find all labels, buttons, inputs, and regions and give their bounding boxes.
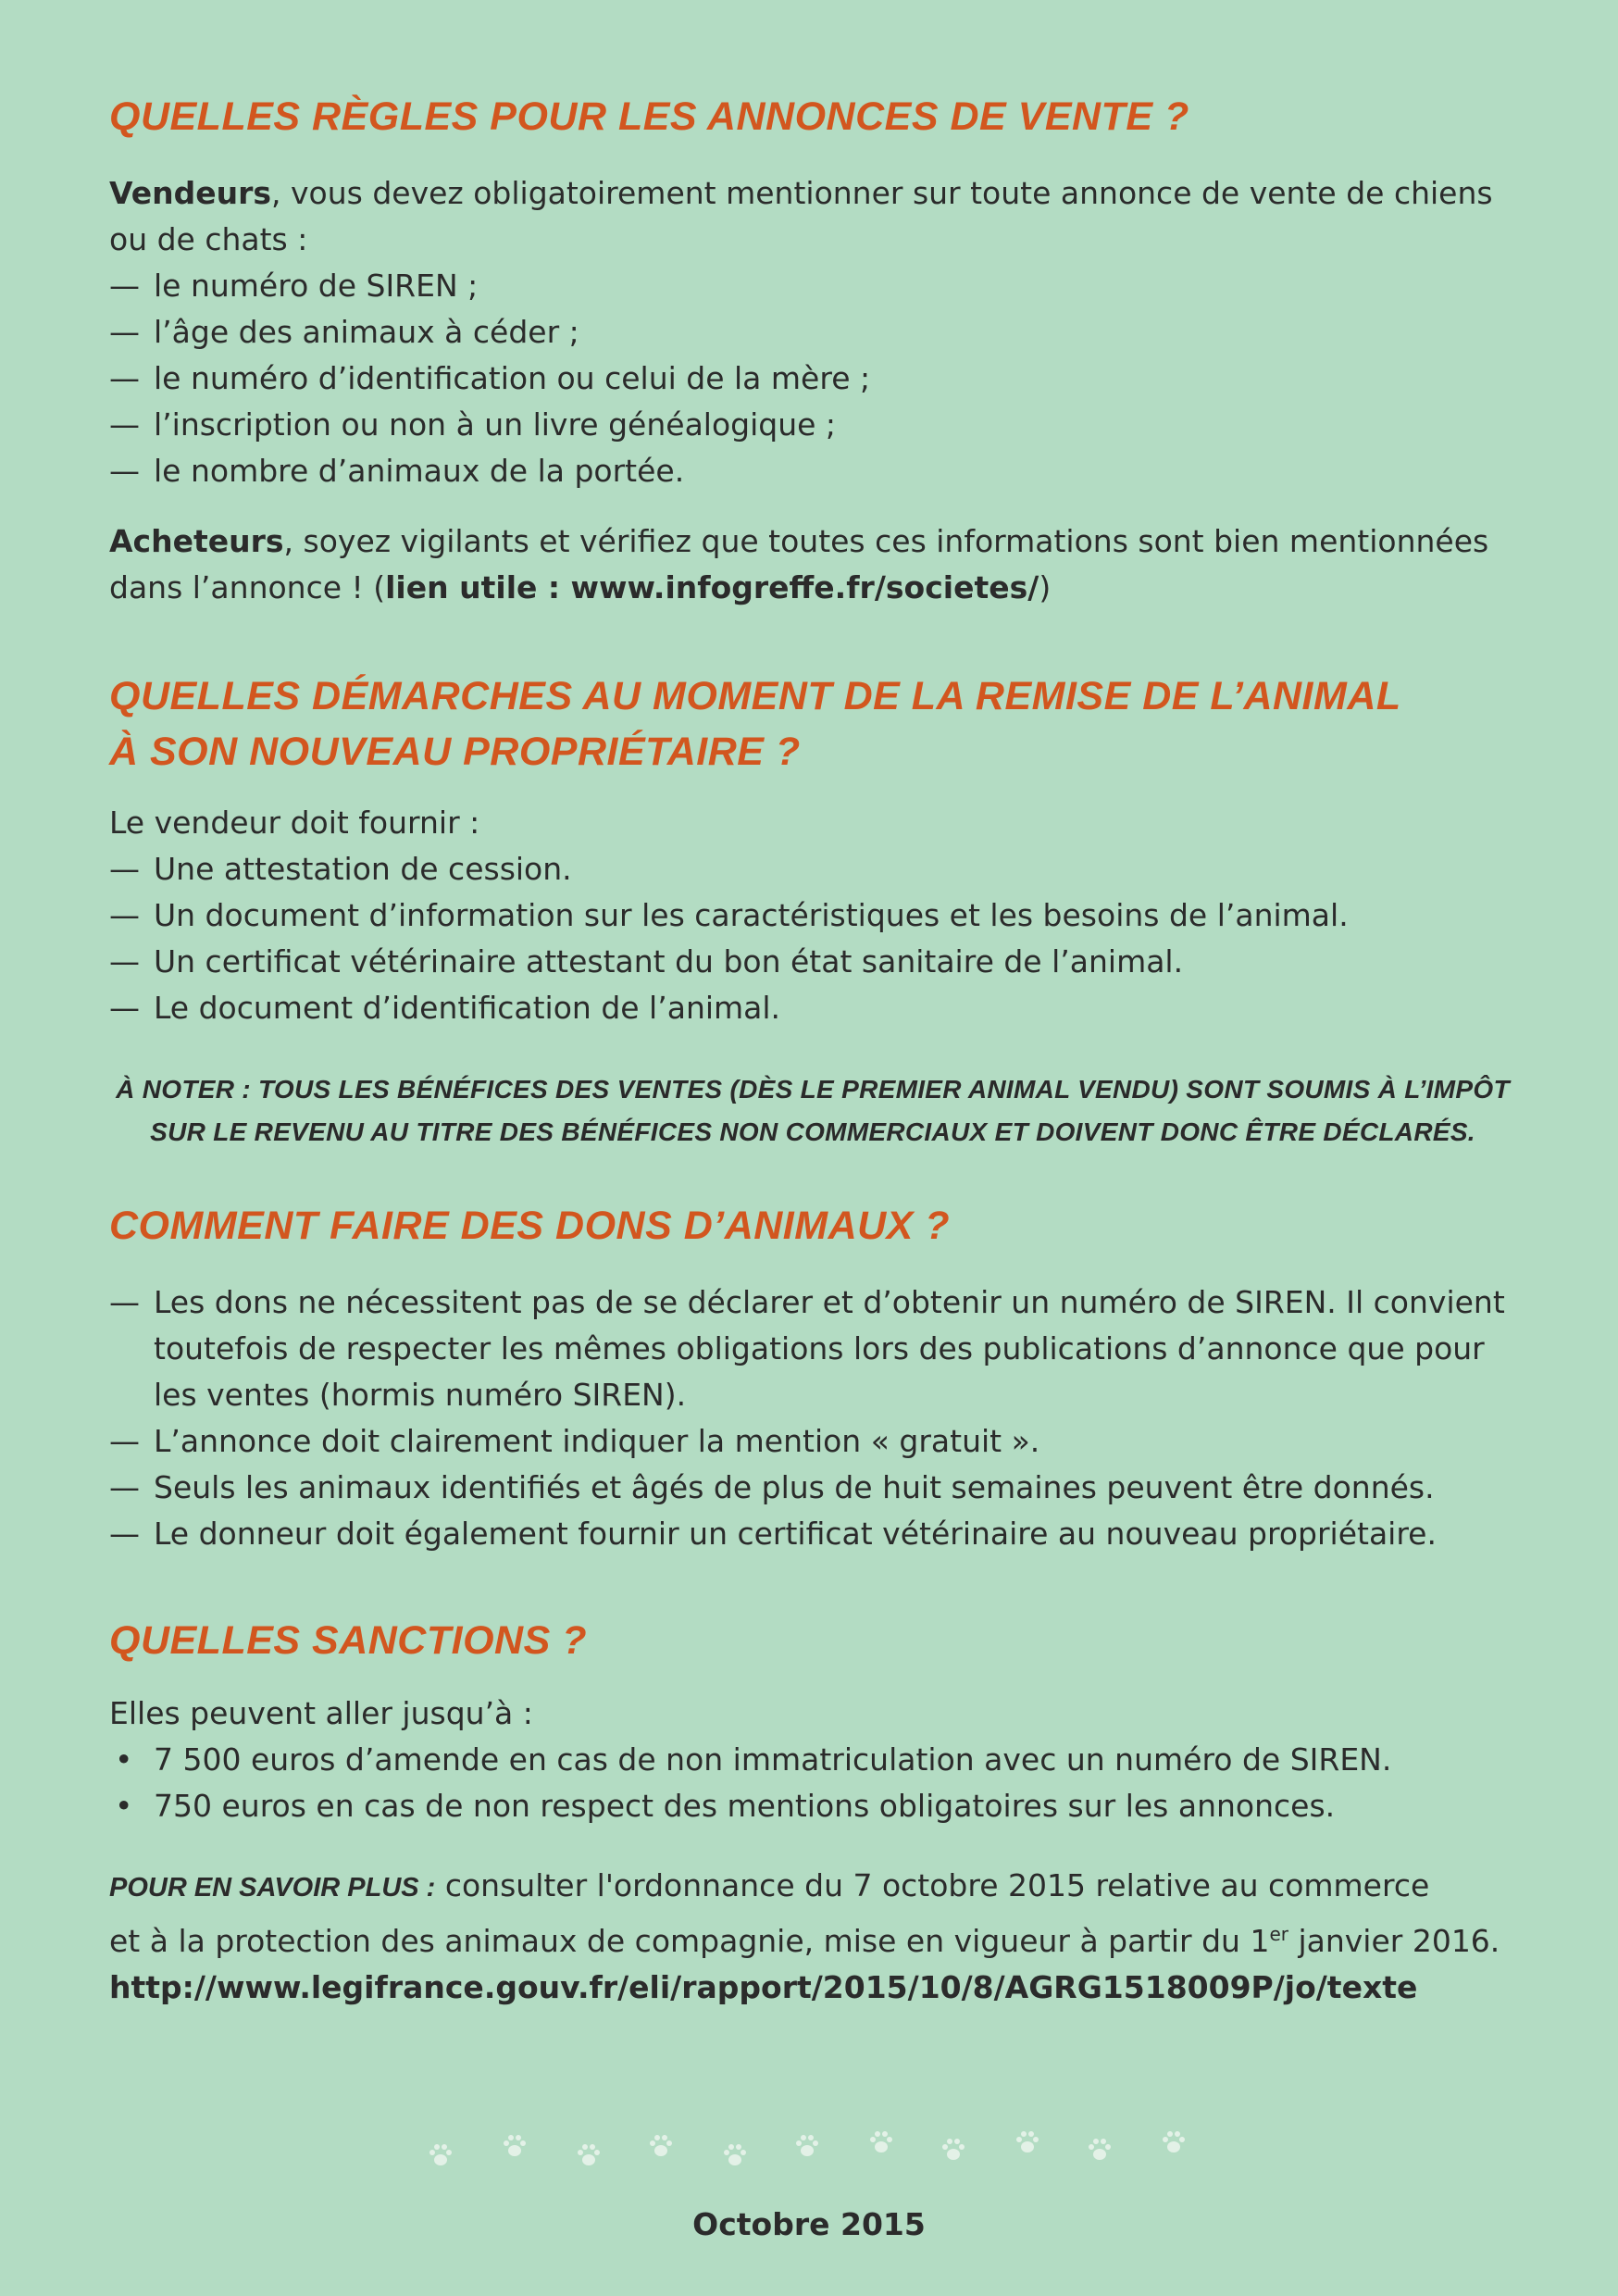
heading-sales-rules: QUELLES RÈGLES POUR LES ANNONCES DE VENTE ? — [109, 94, 1189, 139]
paw-icon — [939, 2135, 968, 2165]
list-item: — Le donneur doit également fournir un certificat vétérinaire au nouveau propriétaire. — [109, 1511, 1516, 1557]
tax-note — [109, 1068, 1516, 1154]
paw-icon — [1159, 2128, 1189, 2157]
paw-icon — [500, 2131, 529, 2161]
list-item: — Une attestation de cession. — [109, 846, 1516, 892]
sanctions-list — [109, 1737, 1516, 1829]
list-item: — Un document d’information sur les caractéristiques et les besoins de l’animal. — [109, 892, 1516, 939]
list-item: — le numéro de SIREN ; — [109, 263, 1516, 309]
paw-print-decoration — [426, 2128, 1203, 2174]
paw-icon — [1085, 2135, 1114, 2165]
paw-icon — [574, 2140, 604, 2170]
buyers-label: Acheteurs — [109, 523, 284, 559]
sellers-label: Vendeurs — [109, 175, 272, 211]
list-item: — Les dons ne nécessitent pas de se déclarer et d’obtenir un numéro de SIREN. Il convient toutefois de respecter les mêmes obligations lors des publications d’annonce que pour les ventes (hormis numéro SIREN). — [109, 1279, 1516, 1418]
list-item: — Seuls les animaux identifiés et âgés de plus de huit semaines peuvent être donnés. — [109, 1465, 1516, 1511]
sales-requirements-list — [109, 263, 1516, 494]
tax-note-line: SUR LE REVENU AU TITRE DES BÉNÉFICES NON COMMERCIAUX ET DOIVENT DONC ÊTRE DÉCLARÉS. — [150, 1117, 1475, 1146]
infogreffe-link[interactable]: lien utile : www.infogreffe.fr/societes/ — [385, 569, 1039, 605]
learn-more-label: POUR EN SAVOIR PLUS : — [109, 1873, 436, 1903]
superscript: er — [1269, 1923, 1288, 1945]
sellers-paragraph — [109, 170, 1516, 263]
paw-icon — [720, 2140, 750, 2170]
heading-donations: COMMENT FAIRE DES DONS D’ANIMAUX ? — [109, 1204, 951, 1248]
learn-more — [109, 1863, 1516, 2011]
learn-more-text: janvier 2016. — [1288, 1923, 1500, 1959]
buyers-text: , soyez vigilants et vérifiez que toutes ces informations sont bien mentionnées dans l’annonce ! ( — [109, 523, 1489, 605]
sellers-text: , vous devez obligatoirement mentionner sur toute annonce de vente de chiens ou de chats : — [109, 175, 1493, 257]
paw-icon — [426, 2140, 455, 2170]
heading-line: À SON NOUVEAU PROPRIÉTAIRE ? — [109, 730, 801, 774]
buyers-text-end: ) — [1039, 569, 1052, 605]
tax-note-line: À NOTER : TOUS LES BÉNÉFICES DES VENTES (DÈS LE PREMIER ANIMAL VENDU) SONT SOUMIS À L’IMPÔT — [116, 1075, 1510, 1104]
heading-line: QUELLES DÉMARCHES AU MOMENT DE LA REMISE DE L’ANIMAL — [109, 674, 1401, 718]
buyers-paragraph — [109, 518, 1516, 611]
learn-more-text: consulter l'ordonnance du 7 octobre 2015 relative au commerce — [435, 1867, 1430, 1903]
list-item: • 750 euros en cas de non respect des mentions obligatoires sur les annonces. — [109, 1783, 1516, 1829]
document-body — [109, 89, 1516, 2011]
list-item: — le nombre d’animaux de la portée. — [109, 448, 1516, 494]
list-item: — le numéro d’identification ou celui de la mère ; — [109, 356, 1516, 402]
paw-icon — [866, 2128, 896, 2157]
legifrance-link[interactable]: http://www.legifrance.gouv.fr/eli/rapport/2015/10/8/AGRG1518009P/jo/texte — [109, 1969, 1418, 2005]
list-item: — Un certificat vétérinaire attestant du bon état sanitaire de l’animal. — [109, 939, 1516, 985]
paw-icon — [1013, 2128, 1042, 2157]
handover-documents-list — [109, 846, 1516, 1031]
paw-icon — [646, 2131, 676, 2161]
heading-sanctions: QUELLES SANCTIONS ? — [109, 1618, 587, 1663]
sanctions-intro: Elles peuvent aller jusqu’à : — [109, 1695, 533, 1731]
list-item: — l’âge des animaux à céder ; — [109, 309, 1516, 356]
learn-more-text: et à la protection des animaux de compagnie, mise en vigueur à partir du 1 — [109, 1923, 1270, 1959]
list-item: — L’annonce doit clairement indiquer la mention « gratuit ». — [109, 1418, 1516, 1465]
footer-date: Octobre 2015 — [692, 2206, 926, 2242]
seller-must-provide: Le vendeur doit fournir : — [109, 805, 480, 841]
list-item: — l’inscription ou non à un livre généalogique ; — [109, 402, 1516, 448]
donations-list — [109, 1279, 1516, 1557]
list-item: — Le document d’identification de l’animal. — [109, 985, 1516, 1031]
list-item: • 7 500 euros d’amende en cas de non immatriculation avec un numéro de SIREN. — [109, 1737, 1516, 1783]
heading-handover-steps — [109, 668, 1516, 780]
paw-icon — [792, 2131, 822, 2161]
